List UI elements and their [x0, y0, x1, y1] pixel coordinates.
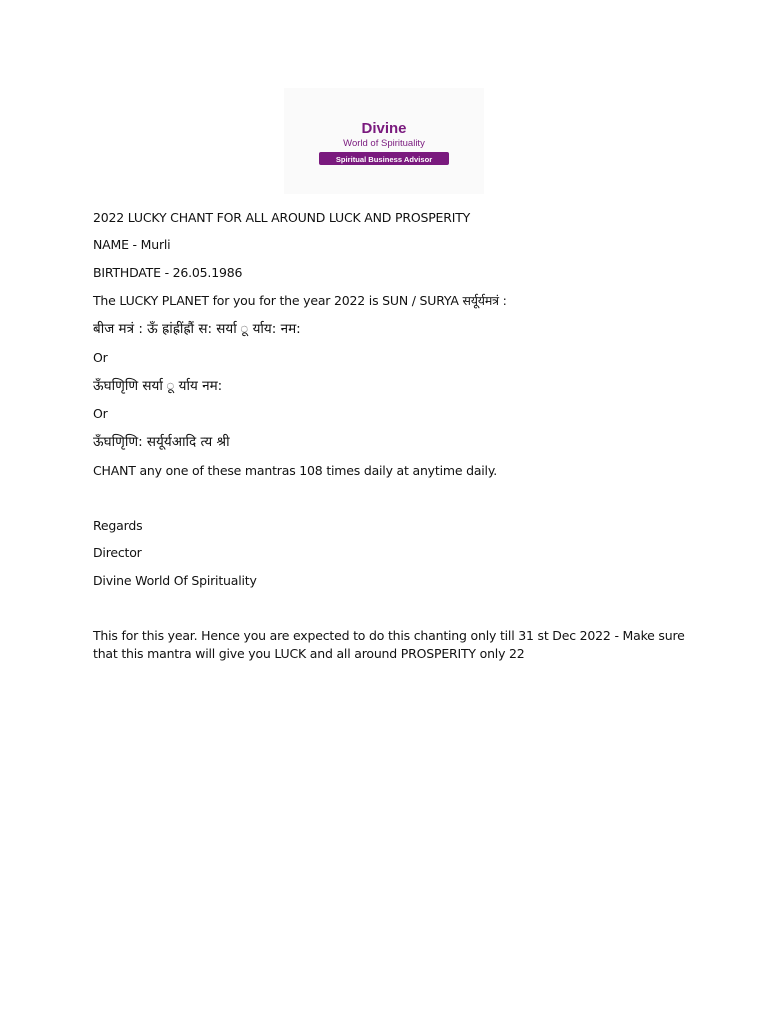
regards-text: Regards — [93, 518, 143, 533]
divine-logo-graphic — [284, 88, 484, 194]
name-line: NAME - Murli — [93, 237, 171, 252]
or-separator-1: Or — [93, 350, 108, 365]
logo-banner-text: Spiritual Business Advisor — [335, 155, 433, 164]
divine-logo — [284, 88, 484, 194]
mantra-3-line: ऊँघणिृणि: सर्यूर्यआदि त्य श्री — [93, 434, 230, 450]
lucky-planet-line: The LUCKY PLANET for you for the year 2022 is SUN / SURYA सर्यूर्यमत्रं : — [93, 293, 507, 308]
beej-mantra-line: बीज मत्रं : ऊँ ह्रांह्रींह्रौं स: सर्या ू र्याय: नम: — [93, 321, 301, 337]
chant-instruction: CHANT any one of these mantras 108 times daily at anytime daily. — [93, 463, 498, 478]
signer-title: Director — [93, 545, 142, 560]
document-heading: 2022 LUCKY CHANT FOR ALL AROUND LUCK AND PROSPERITY — [93, 210, 471, 225]
organization-name: Divine World Of Spirituality — [93, 573, 257, 588]
closing-line-1: This for this year. Hence you are expected to do this chanting only till 31 st Dec 2022 - Make sure — [93, 628, 685, 643]
birthdate-line: BIRTHDATE - 26.05.1986 — [93, 265, 243, 280]
closing-paragraph — [93, 627, 685, 663]
mantra-2-line: ऊँघणिृणि सर्या ू र्याय नम: — [93, 378, 223, 394]
or-separator-2: Or — [93, 406, 108, 421]
logo-brand-text: Divine — [361, 120, 407, 137]
closing-line-2: that this mantra will give you LUCK and all around PROSPERITY only 22 — [93, 646, 525, 661]
logo-tagline-text: World of Spirituality — [343, 138, 425, 149]
